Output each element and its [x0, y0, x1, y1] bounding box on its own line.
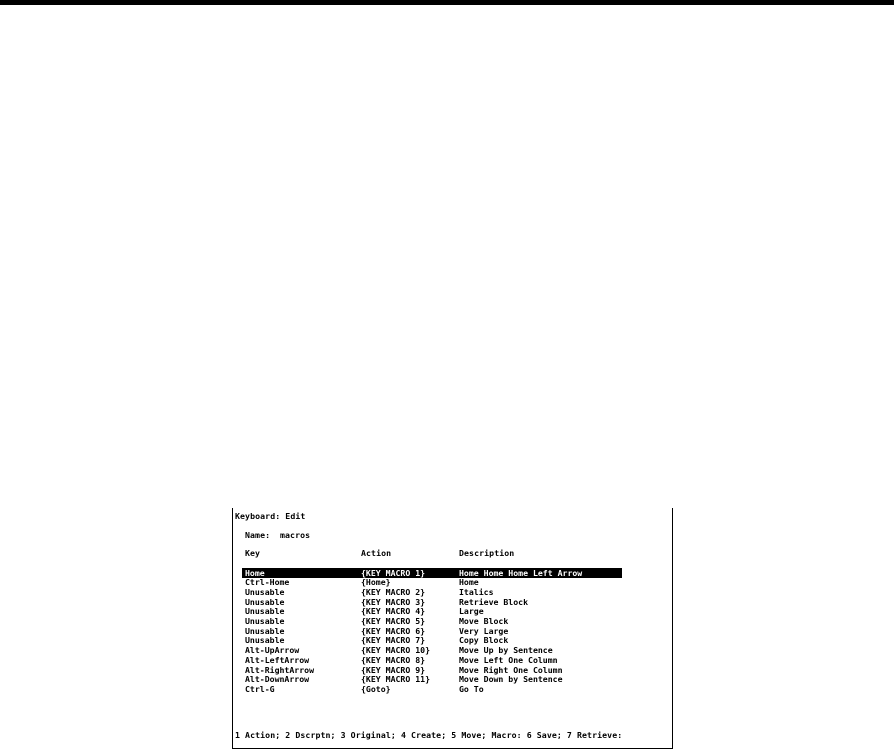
row-key: Unusable — [245, 596, 285, 607]
row-description: Retrieve Block — [459, 596, 529, 607]
row-action: {KEY MACRO 11} — [361, 674, 431, 685]
row-description: Italics — [459, 586, 494, 597]
row-key: Alt-DownArrow — [245, 674, 310, 685]
table-row[interactable] — [242, 578, 622, 588]
row-description: Move Up by Sentence — [459, 645, 553, 656]
table-row[interactable] — [242, 607, 622, 617]
column-header-action: Action — [361, 548, 392, 558]
keyboard-edit-screen — [232, 508, 673, 749]
row-key: Unusable — [245, 635, 285, 646]
row-description: Move Down by Sentence — [459, 674, 563, 685]
function-key-status-bar: 1 Action; 2 Dscrptn; 3 Original; 4 Create; 5 Move; Macro: 6 Save; 7 Retrieve: — [235, 730, 623, 740]
row-description: Large — [459, 606, 484, 617]
row-action: {KEY MACRO 6} — [361, 625, 426, 636]
row-key: Ctrl-Home — [245, 577, 290, 588]
row-key: Unusable — [245, 625, 285, 636]
row-action: {KEY MACRO 4} — [361, 606, 426, 617]
column-header-key: Key — [245, 548, 261, 558]
row-action: {KEY MACRO 2} — [361, 586, 426, 597]
table-row[interactable] — [242, 626, 622, 636]
row-description: Go To — [459, 683, 484, 694]
row-action: {KEY MACRO 9} — [361, 664, 426, 675]
row-action: {KEY MACRO 10} — [361, 645, 431, 656]
column-header-description: Description — [459, 548, 515, 558]
row-description: Move Right One Column — [459, 664, 563, 675]
table-row[interactable] — [242, 587, 622, 597]
top-border-rule — [0, 0, 894, 5]
row-action: {KEY MACRO 8} — [361, 654, 426, 665]
screen-title: Keyboard: Edit — [235, 511, 306, 521]
row-description: Very Large — [459, 625, 509, 636]
row-description: Home — [459, 577, 479, 588]
row-action: {KEY MACRO 7} — [361, 635, 426, 646]
row-key: Unusable — [245, 586, 285, 597]
row-action: {KEY MACRO 3} — [361, 596, 426, 607]
table-row[interactable] — [242, 617, 622, 627]
row-description: Home Home Home Left Arrow — [459, 567, 583, 578]
row-description: Move Left One Column — [459, 654, 558, 665]
name-label: Name: — [245, 530, 271, 540]
row-key: Unusable — [245, 616, 285, 626]
table-row[interactable] — [242, 684, 622, 694]
row-action: {KEY MACRO 1} — [361, 567, 426, 578]
name-value[interactable]: macros — [280, 530, 311, 540]
row-key: Unusable — [245, 606, 285, 617]
row-key: Ctrl-G — [245, 683, 275, 694]
table-row[interactable] — [242, 675, 622, 685]
row-key: Home — [245, 567, 265, 578]
row-description: Copy Block — [459, 635, 509, 646]
table-row[interactable] — [242, 568, 622, 578]
table-row[interactable] — [242, 597, 622, 607]
row-action: {KEY MACRO 5} — [361, 616, 426, 626]
row-key: Alt-UpArrow — [245, 645, 300, 656]
row-key: Alt-LeftArrow — [245, 654, 310, 665]
row-description: Move Block — [459, 616, 509, 626]
row-key: Alt-RightArrow — [245, 664, 315, 675]
row-action: {Home} — [361, 577, 391, 588]
row-action: {Goto} — [361, 683, 391, 694]
